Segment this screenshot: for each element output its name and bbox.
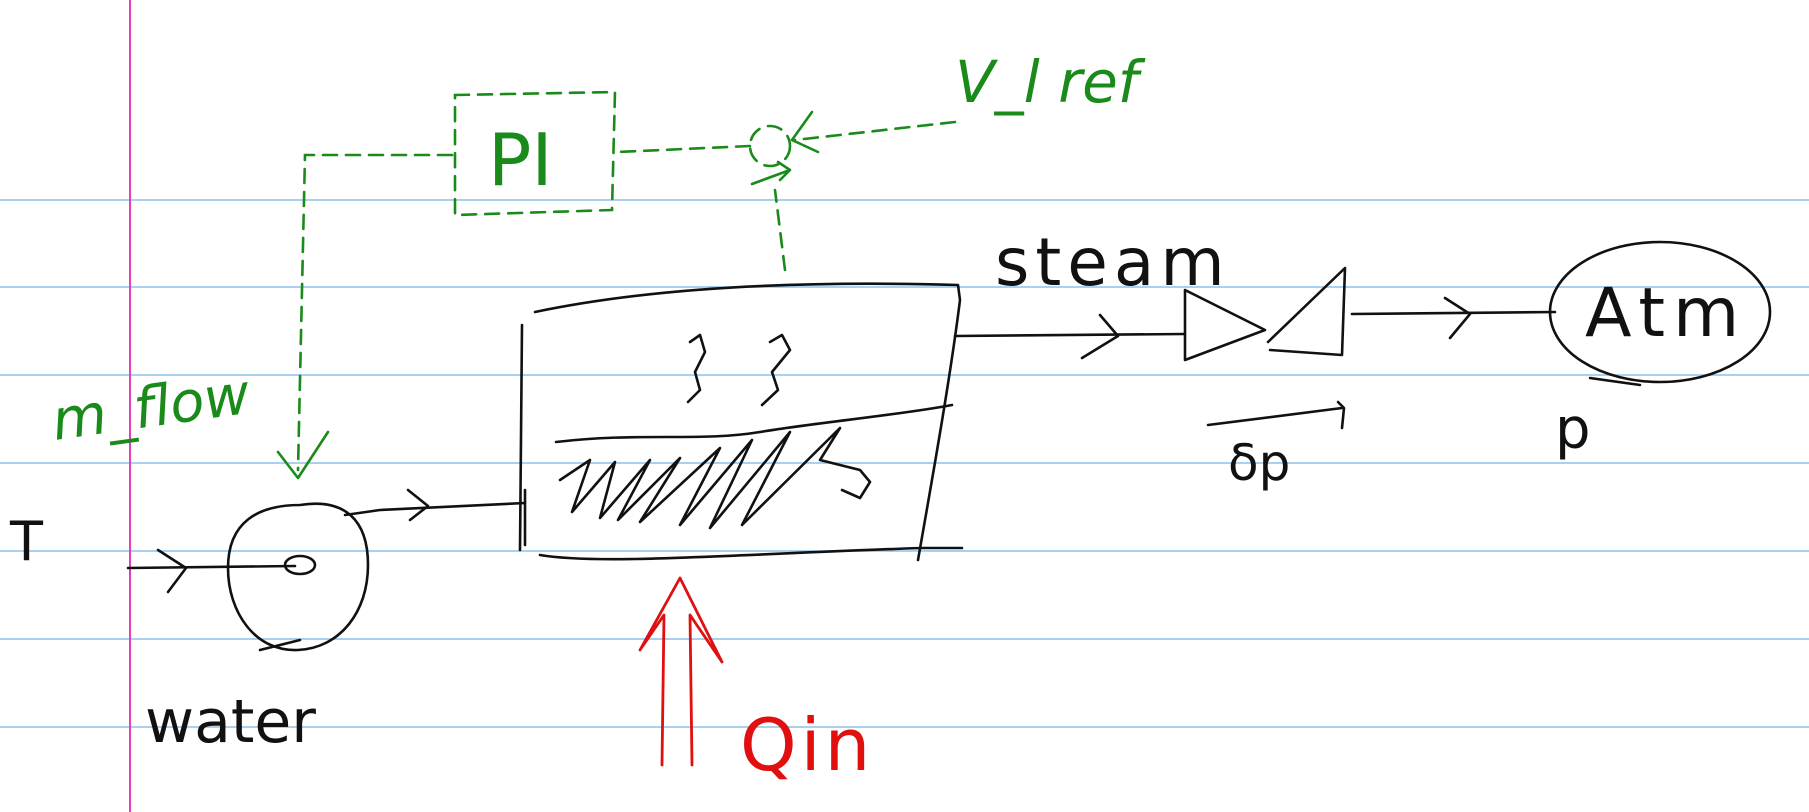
inlet-temperature-label: T [10,510,43,573]
pi-output-arrowhead [278,432,328,478]
pressure-label: p [1555,397,1591,462]
control-loop [48,48,1146,478]
atmosphere-label: Atm [1585,274,1748,353]
feed-line [345,503,525,515]
exhaust-arrowhead [1445,298,1470,338]
pi-output-line [298,155,452,470]
steam-bubble [762,335,790,405]
pi-controller-label: PI [488,118,553,202]
boiler-drum [520,284,962,560]
heat-input [640,578,874,787]
setpoint-signal-line [795,122,955,140]
process-flow [9,224,1770,757]
mass-flow-label: m_flow [47,361,254,454]
steam-arrowhead [1082,315,1118,358]
setpoint-arrowhead [792,112,818,152]
water-surface [556,405,952,442]
pressure-drop-arrow-line [1208,408,1342,425]
feed-arrowhead [408,490,428,520]
error-signal-line [618,146,750,152]
inlet-arrowhead [158,550,186,592]
level-measurement-line [775,190,785,270]
pressure-drop-label: δp [1228,434,1291,492]
pump-body [228,504,368,650]
summing-junction [750,126,790,166]
setpoint-label: V_l ref [955,48,1139,116]
water-label: water [145,687,316,757]
valve-right-triangle [1268,268,1345,355]
pressure-drop-arrowhead [1338,402,1344,428]
heat-input-label: Qin [740,703,875,787]
steam-line [955,334,1185,336]
exhaust-line [1352,312,1555,314]
steam-label: steam [995,224,1231,301]
heat-input-arrow [640,578,722,765]
steam-bubble [688,335,705,402]
inlet-line [128,566,295,568]
water-hatching [560,428,870,528]
